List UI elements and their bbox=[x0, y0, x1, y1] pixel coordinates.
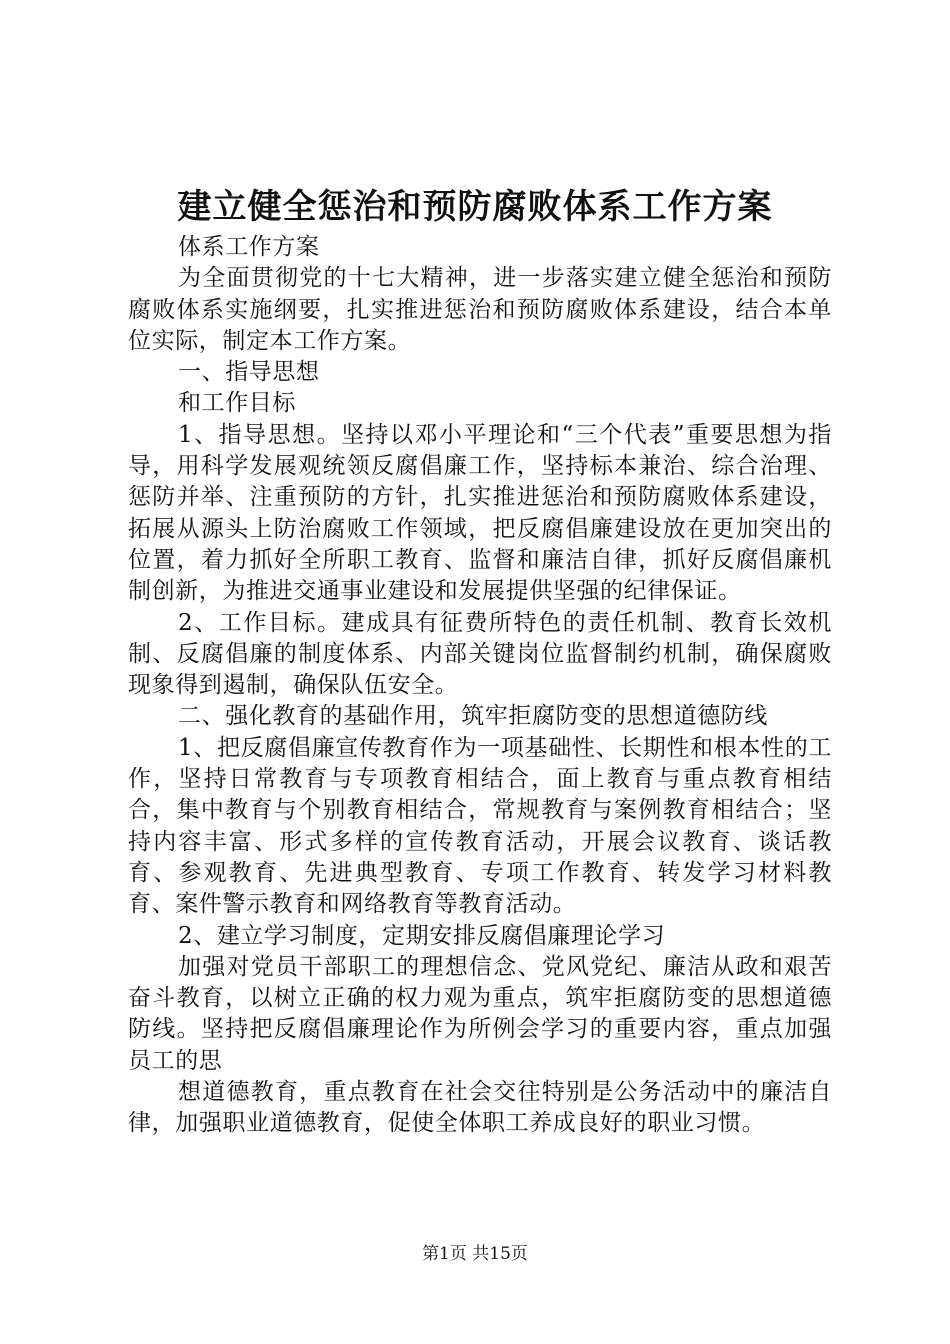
page-number-footer: 第1页 共15页 bbox=[422, 1244, 528, 1264]
paragraph: 1、把反腐倡廉宣传教育作为一项基础性、长期性和根本性的工作，坚持日常教育与专项教育相结合，面上教育与重点教育相结合，集中教育与个别教育相结合，常规教育与案例教育相结合；坚持内容丰富、形式多样的宣传教育活动，开展会议教育、谈话教育、参观教育、先进典型教育、专项工作教育、转发学习材料教育、案件警示教育和网络教育等教育活动。 bbox=[128, 734, 832, 918]
section-heading: 和工作目标 bbox=[178, 390, 296, 417]
paragraph: 为全面贯彻党的十七大精神，进一步落实建立健全惩治和预防腐败体系实施纲要，扎实推进惩治和预防腐败体系建设，结合本单位实际，制定本工作方案。 bbox=[128, 265, 832, 354]
paragraph: 想道德教育，重点教育在社会交往特别是公务活动中的廉洁自律，加强职业道德教育，促使全体职工养成良好的职业习惯。 bbox=[128, 1079, 832, 1137]
paragraph: 2、工作目标。建成具有征费所特色的责任机制、教育长效机制、反腐倡廉的制度体系、内部关键岗位监督制约机制，确保腐败现象得到遏制，确保队伍安全。 bbox=[128, 609, 832, 699]
paragraph: 2、建立学习制度，定期安排反腐倡廉理论学习 bbox=[178, 922, 666, 949]
section-heading: 二、强化教育的基础作用，筑牢拒腐防变的思想道德防线 bbox=[178, 703, 768, 730]
section-heading: 一、指导思想 bbox=[178, 359, 320, 386]
document-body bbox=[128, 232, 832, 1140]
document-title: 建立健全惩治和预防腐败体系工作方案 bbox=[177, 187, 773, 227]
paragraph: 体系工作方案 bbox=[178, 234, 320, 260]
paragraph: 1、指导思想。坚持以邓小平理论和“三个代表”重要思想为指导，用科学发展观统领反腐倡廉工作，坚持标本兼治、综合治理、惩防并举、注重预防的方针，扎实推进惩治和预防腐败体系建设，拓展从源头上防治腐败工作领域，把反腐倡廉建设放在更加突出的位置，着力抓好全所职工教育、监督和廉洁自律，抓好反腐倡廉机制创新，为推进交通事业建设和发展提供坚强的纪律保证。 bbox=[128, 421, 832, 605]
paragraph: 加强对党员干部职工的理想信念、党风党纪、廉洁从政和艰苦奋斗教育，以树立正确的权力观为重点，筑牢拒腐防变的思想道德防线。坚持把反腐倡廉理论作为所例会学习的重要内容，重点加强员工的思 bbox=[128, 953, 832, 1074]
